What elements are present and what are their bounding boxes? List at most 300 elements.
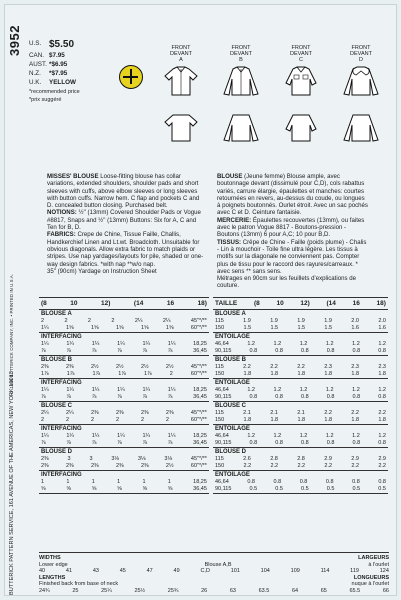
table-cell: 1.2 xyxy=(273,433,282,439)
table-cell: 0.5 xyxy=(249,485,258,492)
table-cell: 60"*/** xyxy=(190,370,207,377)
table-cell: 2.9 xyxy=(351,456,359,462)
table-block xyxy=(39,471,209,494)
table-cell: 1¼ xyxy=(41,324,49,331)
table-cell: 2⅜ xyxy=(90,462,99,469)
table-cell: 1.2 xyxy=(273,387,282,393)
table-cell: 1¼ xyxy=(91,433,100,439)
description-subtitle-fr: (Jeune femme) xyxy=(244,173,286,180)
table-cell: 1¼ xyxy=(167,387,176,393)
table-cell: 1.8 xyxy=(297,370,306,377)
table-cell: 90,115 xyxy=(215,347,232,354)
width-value: 124 xyxy=(379,568,389,574)
table-cell: 2⅜ xyxy=(165,410,174,416)
blouse-front-sketch-icon xyxy=(161,66,201,96)
table-cell: 1⅝ xyxy=(140,324,149,331)
table-cell: 2.3 xyxy=(324,364,332,370)
table-cell: 2.1 xyxy=(297,410,305,416)
table-cell: 150 xyxy=(215,462,225,469)
table-cell: 0.8 xyxy=(378,479,386,485)
table-cell: 2½ xyxy=(165,364,174,370)
table-row xyxy=(41,463,207,470)
view-b: FRONT DEVANT B xyxy=(213,45,269,96)
width-value: 24¾ xyxy=(39,587,50,594)
table-row xyxy=(215,417,386,424)
table-cell: 18,25 xyxy=(193,341,207,347)
table-cell: 46,64 xyxy=(215,479,229,485)
table-cell: 2.3 xyxy=(351,364,359,370)
table-cell: 1¼ xyxy=(41,341,49,347)
tissus-text: Crêpe de Chine - Faille (poids plume) - Chalis - Lin à mouchoir - Toile fine ultra légère. Les tissus à motifs sur la diagonale ne conviennent pas. Compter plus de tissu pour le raccord des rayures/carreaux. * avec sens ** sans sens. xyxy=(217,238,367,275)
table-cell: 0.8 xyxy=(273,479,282,485)
table-cell: 2.6 xyxy=(243,456,251,462)
side-bar xyxy=(5,5,25,595)
table-cell: 2.3 xyxy=(378,364,386,370)
table-row xyxy=(215,348,386,355)
table-cell: 46,64 xyxy=(215,433,229,439)
view-sketches xyxy=(153,45,401,153)
table-cell: ⅞ xyxy=(41,393,46,400)
table-block xyxy=(213,356,388,379)
table-block-label: BLOUSE C xyxy=(215,403,247,409)
table-cell: 2¼ xyxy=(41,410,49,416)
table-cell: 2⅜ xyxy=(115,462,124,469)
table-block-label: INTERFACING xyxy=(41,334,82,340)
table-block xyxy=(213,448,388,471)
table-cell: 18,25 xyxy=(193,433,207,439)
width-value: 45 xyxy=(119,568,126,574)
table-cell: 1.8 xyxy=(243,416,252,423)
table-cell: ⅞ xyxy=(91,347,97,354)
table-cell: 1.9 xyxy=(243,318,251,324)
table-cell: 36,45 xyxy=(193,439,207,446)
table-cell: ⅞ xyxy=(167,393,173,400)
table-block xyxy=(213,425,388,448)
table-block-label: BLOUSE A xyxy=(215,311,246,317)
table-cell: 1⅞ xyxy=(144,370,152,377)
blouse-front-sketch-icon xyxy=(281,66,321,96)
table-cell: 1.2 xyxy=(247,433,255,439)
table-cell: ⅞ xyxy=(41,347,46,354)
table-cell: 2 xyxy=(64,318,68,324)
table-cell: 1⅞ xyxy=(92,370,101,377)
table-cell: 2¼ xyxy=(65,410,74,416)
table-row xyxy=(41,440,207,447)
table-cell: 2⅜ xyxy=(90,410,99,416)
table-block xyxy=(213,402,388,425)
table-cell: 2⅜ xyxy=(41,462,49,469)
table-cell: ⅞ xyxy=(66,439,71,446)
yardage-table-imperial xyxy=(39,297,209,494)
table-cell: 1 xyxy=(167,479,171,485)
width-value: 65.5 xyxy=(349,587,361,594)
table-cell: ⅞ xyxy=(91,439,97,446)
table-cell: 1⅝ xyxy=(165,324,174,331)
width-value: 65 xyxy=(320,587,327,594)
table-block-label: INTERFACING xyxy=(41,380,82,386)
table-cell: 0.5 xyxy=(301,485,309,492)
size-header: (8 10 12) (14 16 18) xyxy=(39,297,209,310)
description-text: Loose-fitting blouse has collar variations, extended shoulders, shoulder pads and short sleeves with cuffs, above elbow sleeves or long sleeves with button cuffs. Narrow hem. C flap and pockets C and D. concealed button closing. Purchased belt. xyxy=(47,173,200,210)
table-cell: 2½ xyxy=(90,364,99,370)
table-cell: 150 xyxy=(215,324,225,331)
blouse-front-sketch-icon xyxy=(341,66,381,96)
table-cell: 90,115 xyxy=(215,393,232,400)
width-value: 47 xyxy=(146,568,153,574)
table-cell: 2⅜ xyxy=(41,456,49,462)
notions-text: ½" (13mm) Covered Shoulder Pads or Vogue #8817, Snaps and ½" (13mm) Buttons: Six for A, C and Ten for B, D. xyxy=(47,209,201,232)
table-cell: 1¼ xyxy=(91,387,100,393)
table-cell: 36,45 xyxy=(193,347,207,354)
table-cell: 1⅝ xyxy=(65,324,74,331)
table-cell: 1.8 xyxy=(243,370,252,377)
table-cell: 1.8 xyxy=(270,370,279,377)
table-cell: 2⅜ xyxy=(65,364,74,370)
table-cell: 0.8 xyxy=(249,439,258,446)
width-value: 43 xyxy=(92,568,99,574)
table-cell: 1.9 xyxy=(270,318,278,324)
table-cell: ⅝ xyxy=(41,485,46,492)
table-cell: 1.8 xyxy=(351,416,360,423)
table-cell: 2 xyxy=(115,416,120,423)
table-cell: 0.8 xyxy=(247,479,255,485)
table-row xyxy=(41,325,207,332)
view-c: FRONT DEVANT C xyxy=(273,45,329,96)
table-cell: 0.8 xyxy=(326,347,335,354)
table-block xyxy=(39,402,209,425)
table-block-label: BLOUSE C xyxy=(41,403,73,409)
table-cell: 1.9 xyxy=(324,318,332,324)
table-cell: 0.8 xyxy=(352,393,361,400)
table-cell: 1¼ xyxy=(142,387,151,393)
description-title-fr: BLOUSE xyxy=(217,173,243,180)
table-cell: 1¼ xyxy=(142,433,151,439)
fabrics-text: Crepe de Chine, Tissue Faille, Challis, Handkerchief Linen and Lt.wt. Broadcloth. Unsuitable for obvious diagonals. Allow extra fabric to match plaids or stripes. Use nap yardages/layouts for pile, shaded or one-way design fabrics. *with nap **w/o nap. xyxy=(47,231,204,268)
table-cell: 36,45 xyxy=(193,485,207,492)
width-value: 25¾ xyxy=(167,587,179,594)
table-cell: 1.6 xyxy=(351,324,360,331)
table-cell: 1.8 xyxy=(378,416,386,423)
description-title: MISSES' BLOUSE xyxy=(47,173,99,180)
table-cell: 2 xyxy=(87,318,91,324)
table-cell: 1.2 xyxy=(247,341,255,347)
table-cell: 0.8 xyxy=(378,347,386,354)
table-cell: 0.5 xyxy=(326,485,335,492)
table-cell: 115 xyxy=(215,456,224,462)
view-d: FRONT DEVANT D xyxy=(333,45,389,96)
table-cell: 2⅜ xyxy=(115,410,124,416)
size-header-fr: TAILLE (8 10 12) (14 16 18) xyxy=(213,297,388,310)
table-cell: 0.8 xyxy=(352,439,361,446)
table-cell: 45"*/** xyxy=(190,410,207,416)
table-cell: 45"*/** xyxy=(190,456,207,462)
table-row xyxy=(215,394,386,401)
table-cell: 2 xyxy=(90,416,95,423)
table-block xyxy=(213,379,388,402)
table-cell: 3⅛ xyxy=(164,456,173,462)
blouse-back-sketch-icon xyxy=(221,112,261,142)
width-value: 49 xyxy=(173,568,180,574)
width-value: 41 xyxy=(65,568,73,574)
table-cell: 1.2 xyxy=(325,433,334,439)
yardage-table-metric xyxy=(213,297,388,494)
width-value: 25¼ xyxy=(101,587,112,594)
width-value: 104 xyxy=(260,568,270,574)
table-cell: 2.8 xyxy=(297,456,305,462)
table-cell: 1.2 xyxy=(299,387,308,393)
copyright-line: © 1989 BUTTERICK COMPANY, INC. • PRINTED IN U.S.A. xyxy=(9,273,14,395)
table-cell: ⅞ xyxy=(142,347,148,354)
table-cell: 1¼ xyxy=(167,433,176,439)
price-list xyxy=(29,39,99,103)
butterick-logo-icon xyxy=(119,65,143,89)
table-cell: 0.8 xyxy=(275,439,283,446)
table-cell: ⅝ xyxy=(142,485,148,492)
table-cell: 1¼ xyxy=(66,433,75,439)
table-cell: 1.8 xyxy=(324,370,333,377)
price-uk: U.K. YELLOW xyxy=(29,79,76,86)
table-cell: 1.8 xyxy=(378,370,386,377)
table-cell: 1.5 xyxy=(324,324,333,331)
table-cell: 0.8 xyxy=(326,439,335,446)
blouse-back-sketch-icon xyxy=(341,112,381,142)
table-cell: 1¼ xyxy=(142,341,151,347)
table-cell: 2⅜ xyxy=(140,462,149,469)
width-value: 64 xyxy=(291,587,299,594)
metrage-rows xyxy=(213,310,388,494)
table-cell: 115 xyxy=(215,364,224,370)
table-cell: 1 xyxy=(66,479,70,485)
table-block-label: BLOUSE A xyxy=(41,311,72,317)
table-cell: 1¼ xyxy=(117,387,125,393)
table-cell: 2 xyxy=(111,318,115,324)
table-cell: 18,25 xyxy=(193,479,207,485)
table-cell: 2.2 xyxy=(378,410,386,416)
table-block-label: BLOUSE D xyxy=(41,449,73,455)
table-cell: 0.5 xyxy=(352,485,361,492)
table-cell: 3 xyxy=(67,456,71,462)
view-a: FRONT DEVANT A xyxy=(153,45,209,96)
table-cell: 45"*/** xyxy=(190,318,207,324)
table-cell: ⅝ xyxy=(117,485,122,492)
table-cell: 1¼ xyxy=(41,433,49,439)
table-row xyxy=(41,417,207,424)
table-cell: 1.6 xyxy=(378,324,386,331)
table-cell: 45"*/** xyxy=(190,364,207,370)
table-cell: 2.2 xyxy=(324,410,332,416)
table-cell: ⅞ xyxy=(167,347,173,354)
width-value: 109 xyxy=(290,568,300,574)
table-cell: 0.5 xyxy=(378,485,386,492)
width-value: 119 xyxy=(350,568,359,574)
description-text-fr: Blouse ample, avec boutonnage devant (dissimulé pour C,D), cols rabattus variés, carrure élargie, épaulettes et manches: courtes retournées en revers, au-dessus du coude, ou longues à poignets boutonnés. Ourlet étroit. Avec un sac pochés avec C et D. Ceinture fantaisie. xyxy=(217,173,368,217)
table-cell: 2 xyxy=(165,416,169,423)
table-cell: 1¼ xyxy=(66,341,75,347)
table-cell: 0.8 xyxy=(275,393,283,400)
table-cell: 2.2 xyxy=(270,462,279,469)
blouse-back-sketch-icon xyxy=(161,112,201,142)
table-cell: 2.2 xyxy=(297,364,305,370)
width-value: 63.5 xyxy=(258,587,270,594)
table-cell: 1.5 xyxy=(243,324,252,331)
table-block-label: ENTOILAGE xyxy=(215,380,250,386)
table-cell: 1¼ xyxy=(117,341,125,347)
table-block-label: INTERFACING xyxy=(41,426,82,432)
table-cell: 1.9 xyxy=(297,318,305,324)
table-cell: 0.8 xyxy=(378,393,386,400)
table-block-label: BLOUSE B xyxy=(41,357,73,363)
table-cell: ⅝ xyxy=(66,485,71,492)
table-cell: 2.2 xyxy=(351,410,359,416)
english-description xyxy=(47,173,207,275)
table-cell: 1¼ xyxy=(117,433,125,439)
table-cell: 150 xyxy=(215,370,225,377)
table-cell: 1.2 xyxy=(299,433,308,439)
table-cell: 0.8 xyxy=(249,347,258,354)
table-cell: 2.2 xyxy=(351,462,360,469)
table-cell: 1.8 xyxy=(297,416,306,423)
table-cell: 0.8 xyxy=(352,347,361,354)
view-a-back xyxy=(153,109,209,142)
price-nz: N.Z. *$7.95 xyxy=(29,70,68,77)
table-cell: 1⅞ xyxy=(41,370,49,377)
table-cell: 1.2 xyxy=(378,387,386,393)
table-cell: 60"*/** xyxy=(190,324,207,331)
pattern-envelope-back xyxy=(4,4,397,596)
table-cell: 115 xyxy=(215,318,224,324)
table-cell: 0.8 xyxy=(325,479,334,485)
table-block-label: ENTOILAGE xyxy=(215,472,250,478)
table-block-label: BLOUSE B xyxy=(215,357,247,363)
price-note-fr: *prix suggéré xyxy=(29,97,62,103)
view-c-back xyxy=(273,109,329,142)
width-value: 26 xyxy=(201,587,208,594)
price-aust: AUST. *$6.95 xyxy=(29,61,68,68)
table-cell: 1.2 xyxy=(325,341,334,347)
metrage-note: Métrages en 90cm sur les feuillets d'explications de couture. xyxy=(217,275,357,290)
yardage-rows xyxy=(39,310,209,494)
table-cell: 2⅜ xyxy=(41,364,49,370)
table-row xyxy=(215,371,386,378)
table-cell: 46,64 xyxy=(215,341,229,347)
table-cell: 1.2 xyxy=(247,387,255,393)
table-cell: ⅞ xyxy=(117,347,122,354)
table-cell: 1.2 xyxy=(352,387,360,393)
table-cell: 2.2 xyxy=(297,462,306,469)
table-cell: 1 xyxy=(91,479,95,485)
table-cell: 2 xyxy=(41,318,45,324)
fabrics-label: FABRICS: xyxy=(47,231,76,239)
width-label: C,D xyxy=(200,568,210,574)
table-cell: 1¼ xyxy=(66,387,75,393)
table-cell: 1¼ xyxy=(91,341,100,347)
french-description xyxy=(217,173,369,290)
table-cell: 2.0 xyxy=(378,318,386,324)
view-d-back xyxy=(333,109,389,142)
table-cell: ⅝ xyxy=(167,485,173,492)
table-cell: ⅞ xyxy=(66,347,71,354)
width-value: 25½ xyxy=(134,587,146,594)
table-cell: 1.2 xyxy=(352,341,360,347)
table-cell: 0.8 xyxy=(378,439,386,446)
table-cell: 2.2 xyxy=(324,462,333,469)
table-cell: 0.8 xyxy=(326,393,335,400)
mercerie-label: MERCERIE: xyxy=(217,216,252,224)
price-note-en: *recommended price xyxy=(29,89,80,95)
table-block-label: BLOUSE D xyxy=(215,449,247,455)
table-cell: 0.8 xyxy=(301,393,309,400)
table-cell: 2½ xyxy=(165,462,174,469)
table-cell: 1.8 xyxy=(351,370,360,377)
table-cell: 1.2 xyxy=(273,341,282,347)
table-cell: 2.8 xyxy=(270,456,278,462)
table-row xyxy=(41,394,207,401)
table-cell: 1.2 xyxy=(378,433,386,439)
blouse-back-sketch-icon xyxy=(281,112,321,142)
table-cell: ⅞ xyxy=(41,439,46,446)
table-cell: 3 xyxy=(89,456,93,462)
table-block xyxy=(39,310,209,333)
table-cell: 3⅛ xyxy=(137,456,146,462)
mercerie-text: Épaulettes recouvertes (13mm), ou faites avec le patron Vogue 8817 - Boutons-pression - Boutons (13mm) 6 pour A,C; 10 pour B,D. xyxy=(217,216,365,239)
table-cell: 60"*/** xyxy=(190,462,207,469)
width-value: 25 xyxy=(72,587,79,594)
table-cell: 1 xyxy=(142,479,146,485)
table-block xyxy=(39,448,209,471)
table-cell: 1.8 xyxy=(270,416,279,423)
table-block-label: INTERFACING xyxy=(41,472,82,478)
table-cell: ⅞ xyxy=(117,439,122,446)
yardage-note: 35" (90cm) Yardage on Instruction Sheet xyxy=(47,267,157,275)
view-b-back xyxy=(213,109,269,142)
table-cell: 90,115 xyxy=(215,439,232,446)
table-cell: 2.9 xyxy=(324,456,332,462)
table-cell: 60"*/** xyxy=(190,416,207,423)
table-cell: ⅝ xyxy=(91,485,97,492)
table-cell: 0.8 xyxy=(301,439,309,446)
widths-lengths-table: WIDTHS LARGEURS Lower edge Blouse A,B à l'ourlet 40 41 43 45 47 49 C,D 101 104 109 114 119 124 LENGTHS LONGUEURS Finished back from base of neck nuque à l'ourlet 24¾ 25 25¼ 25½ 25¾ 26 63 63.5 64 65 65.5 66 xyxy=(39,552,389,594)
table-cell: 0.5 xyxy=(275,485,283,492)
table-block xyxy=(39,379,209,402)
table-cell: 1⅝ xyxy=(115,324,124,331)
notions-label: NOTIONS: xyxy=(47,209,77,217)
table-cell: 3⅛ xyxy=(111,456,120,462)
table-cell: 2 xyxy=(65,416,70,423)
table-cell: 1⅝ xyxy=(90,324,99,331)
table-cell: 0.8 xyxy=(275,347,283,354)
table-cell: ⅞ xyxy=(91,393,97,400)
table-cell: 1¼ xyxy=(41,387,49,393)
table-cell: 0.8 xyxy=(301,347,309,354)
table-cell: 1¼ xyxy=(167,341,176,347)
table-block xyxy=(39,356,209,379)
table-cell: ⅞ xyxy=(142,439,148,446)
table-cell: ⅞ xyxy=(117,393,122,400)
tissus-label: TISSUS: xyxy=(217,238,242,246)
price-us: U.S. $5.50 xyxy=(29,39,75,50)
table-cell: ⅞ xyxy=(167,439,173,446)
table-cell: 18,25 xyxy=(193,387,207,393)
table-block xyxy=(213,310,388,333)
table-cell: 2 xyxy=(169,370,173,377)
table-cell: 2.1 xyxy=(270,410,278,416)
table-cell: 1.2 xyxy=(352,433,360,439)
table-cell: ⅞ xyxy=(142,393,148,400)
width-value: 63 xyxy=(229,587,236,594)
table-cell: 1.5 xyxy=(270,324,279,331)
table-cell: 150 xyxy=(215,416,225,423)
table-cell: 1 xyxy=(117,479,121,485)
